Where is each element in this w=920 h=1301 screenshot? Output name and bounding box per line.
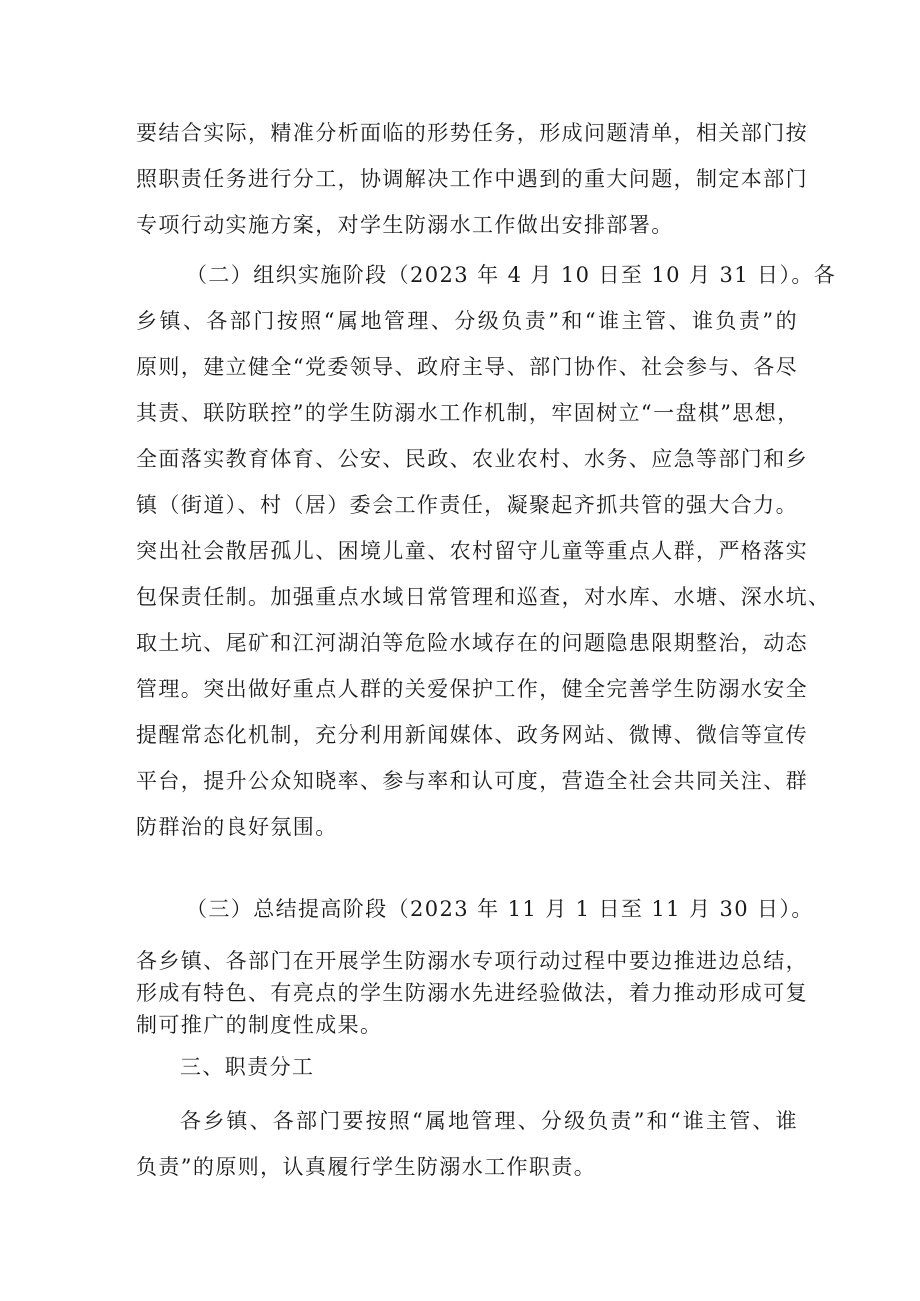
text-line: 负责”的原则，认真履行学生防溺水工作职责。 <box>136 1155 597 1179</box>
text-line: 全面落实教育体育、公安、民政、农业农村、水务、应急等部门和乡 <box>136 447 808 471</box>
text-line: 各乡镇、各部门要按照“属地管理、分级负责”和“谁主管、谁 <box>180 1109 798 1133</box>
paragraph-summary-stage-heading <box>136 886 814 932</box>
text-line: 形成有特色、有亮点的学生防溺水先进经验做法，着力推动形成可复 <box>136 981 808 1005</box>
text-line: 提醒常态化机制，充分利用新闻媒体、政务网站、微博、微信等宣传 <box>136 723 808 747</box>
text-line: 乡镇、各部门按照“属地管理、分级负责”和“谁主管、谁负责”的 <box>136 309 798 333</box>
text-line: 专项行动实施方案，对学生防溺水工作做出安排部署。 <box>136 213 674 237</box>
text-line: （三）总结提高阶段（2023 年 11 月 1 日至 11 月 30 日）。 <box>186 897 814 921</box>
text-line: 其责、联防联控”的学生防溺水工作机制，牢固树立“一盘棋”思想， <box>136 401 800 425</box>
text-line: 要结合实际，精准分析面临的形势任务，形成问题清单，相关部门按 <box>136 121 808 145</box>
text-line: 制可推广的制度性成果。 <box>136 1013 383 1037</box>
text-line: 平台，提升公众知晓率、参与率和认可度，营造全社会共同关注、群 <box>136 769 808 793</box>
text-line: 管理。突出做好重点人群的关爱保护工作，健全完善学生防溺水安全 <box>136 677 808 701</box>
text-line: 照职责任务进行分工，协调解决工作中遇到的重大问题，制定本部门 <box>136 167 808 191</box>
section-heading-duties <box>136 1044 798 1090</box>
text-line: 防群治的良好氛围。 <box>136 815 338 839</box>
paragraph-implementation-stage <box>136 252 837 850</box>
paragraph-continuation <box>136 110 808 248</box>
section-title: 三、职责分工 <box>180 1055 315 1079</box>
text-line: （二）组织实施阶段（2023 年 4 月 10 日至 10 月 31 日）。各 <box>186 263 837 287</box>
paragraph-duties <box>136 1098 798 1190</box>
text-line: 原则，建立健全“党委领导、政府主导、部门协作、社会参与、各尽 <box>136 355 798 379</box>
text-line: 镇（街道）、村（居）委会工作责任，凝聚起齐抓共管的强大合力。 <box>136 493 798 517</box>
paragraph-summary-stage-body <box>136 938 808 1048</box>
text-line: 包保责任制。加强重点水域日常管理和巡查，对水库、水塘、深水坑、 <box>136 585 831 609</box>
text-line: 突出社会散居孤儿、困境儿童、农村留守儿童等重点人群，严格落实 <box>136 539 808 563</box>
text-line: 各乡镇、各部门在开展学生防溺水专项行动过程中要边推进边总结， <box>136 949 808 973</box>
text-line: 取土坑、尾矿和江河湖泊等危险水域存在的问题隐患限期整治，动态 <box>136 631 808 655</box>
